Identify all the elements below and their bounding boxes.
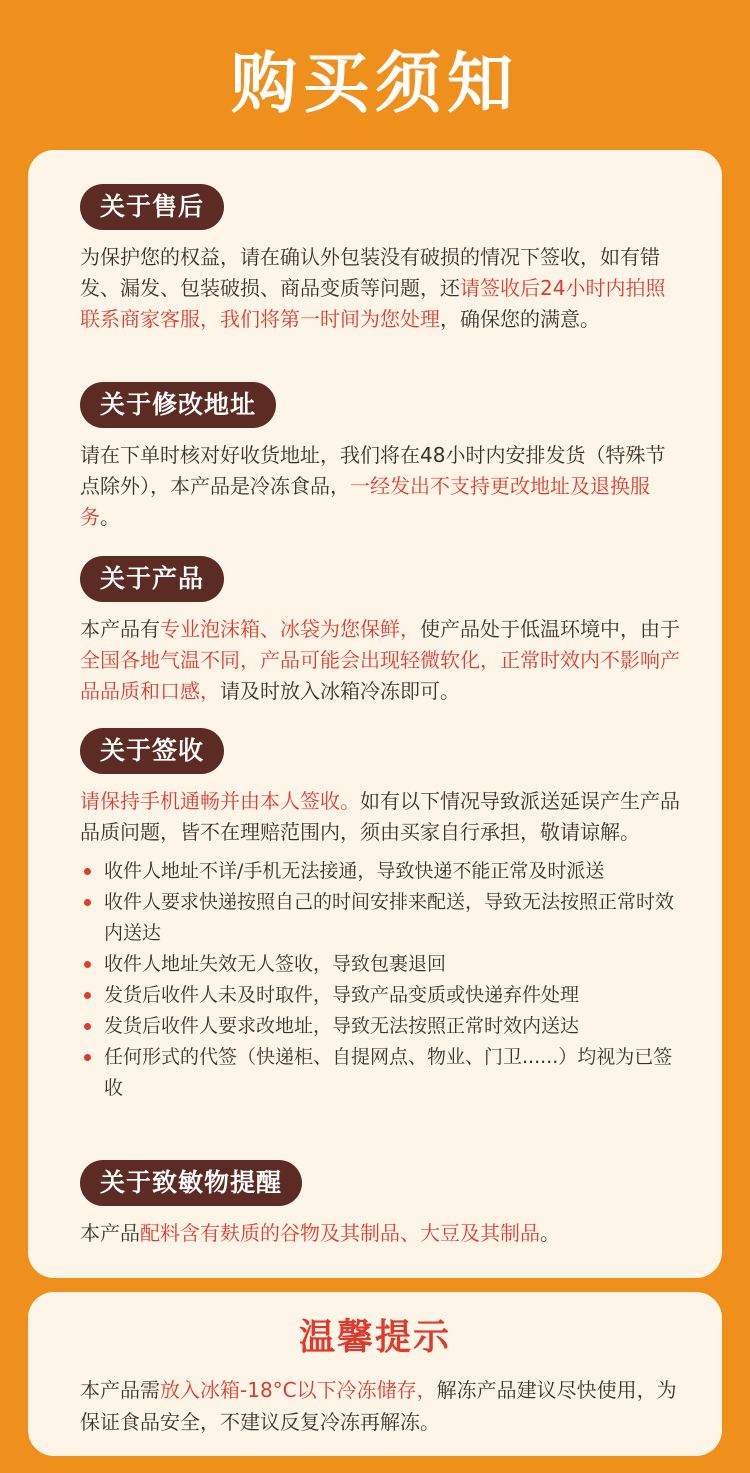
- section-change-address: [80, 382, 680, 533]
- page-title: 购买须知: [231, 45, 519, 122]
- text-plain: 使产品处于低温环境中，由于: [420, 617, 680, 641]
- section-text: [80, 614, 680, 707]
- text-plain: 本产品: [80, 1221, 140, 1245]
- list-item: 任何形式的代签（快递柜、自提网点、物业、门卫......）均视为已签收: [80, 1042, 680, 1104]
- text-highlight: 一经发出不支持更改地址及退换服务: [80, 474, 650, 529]
- section-heading: 关于致敏物提醒: [80, 1160, 302, 1206]
- text-highlight: 全国各地气温不同，产品可能会出现轻微软化，正常时效内不影响产品品质和口感，: [80, 648, 680, 703]
- section-text: [80, 440, 680, 533]
- section-heading: 关于售后: [80, 184, 224, 230]
- text-highlight: 放入冰箱-18°C以下冷冻储存，: [160, 1378, 437, 1402]
- notice-card: [28, 150, 722, 1278]
- list-item: 收件人地址不详/手机无法接通，导致快递不能正常及时派送: [80, 856, 680, 887]
- list-item: 发货后收件人要求改地址，导致无法按照正常时效内送达: [80, 1011, 680, 1042]
- text-highlight: 配料含有麸质的谷物及其制品、大豆及其制品: [140, 1221, 540, 1245]
- section-allergen: [80, 1160, 680, 1249]
- text-plain: 。: [100, 505, 120, 529]
- bullet-list: [80, 856, 680, 1104]
- section-after-sales: [80, 184, 680, 335]
- list-item: 收件人地址失效无人签收，导致包裹退回: [80, 949, 680, 980]
- text-plain: 如有以下情况导致派送延误产生产品品质问题，皆不在理赔范围内，须由买家自行承担，敬请谅解。: [80, 789, 680, 844]
- text-plain: 解冻产品建议尽快使用，为保证食品安全，不建议反复冷冻再解冻。: [80, 1378, 677, 1434]
- section-heading: 关于修改地址: [80, 382, 276, 428]
- text-highlight: 请保持手机通畅并由本人签收。: [80, 789, 360, 813]
- section-heading: 关于签收: [80, 728, 224, 774]
- section-text: [80, 242, 680, 335]
- section-signing: [80, 728, 680, 1104]
- tip-card: [28, 1292, 722, 1456]
- text-plain: 本产品需: [80, 1378, 160, 1402]
- text-plain: 请在下单时核对好收货地址，我们将在48小时内安排发货（特殊节点除外），本产品是冷冻食品，: [80, 443, 666, 498]
- section-product: [80, 556, 680, 707]
- text-plain: 本产品有: [80, 617, 160, 641]
- section-text: [80, 786, 680, 848]
- text-plain: 为保护您的权益，请在确认外包装没有破损的情况下签收，如有错发、漏发、包装破损、商品变质等问题，还: [80, 245, 660, 300]
- text-highlight: 请签收后24小时内拍照联系商家客服，我们将第一时间为您处理: [80, 276, 666, 331]
- section-text: [80, 1218, 680, 1249]
- text-plain: 。: [540, 1221, 560, 1245]
- tip-text: [80, 1374, 680, 1438]
- text-plain: ，确保您的满意。: [440, 307, 600, 331]
- text-highlight: 专业泡沫箱、冰袋为您保鲜，: [160, 617, 420, 641]
- section-heading: 关于产品: [80, 556, 224, 602]
- list-item: 收件人要求快递按照自己的时间安排来配送，导致无法按照正常时效内送达: [80, 887, 680, 949]
- list-item: 发货后收件人未及时取件，导致产品变质或快递弃件处理: [80, 980, 680, 1011]
- tip-title: 温馨提示: [298, 1317, 451, 1358]
- text-plain: 请及时放入冰箱冷冻即可。: [220, 679, 460, 703]
